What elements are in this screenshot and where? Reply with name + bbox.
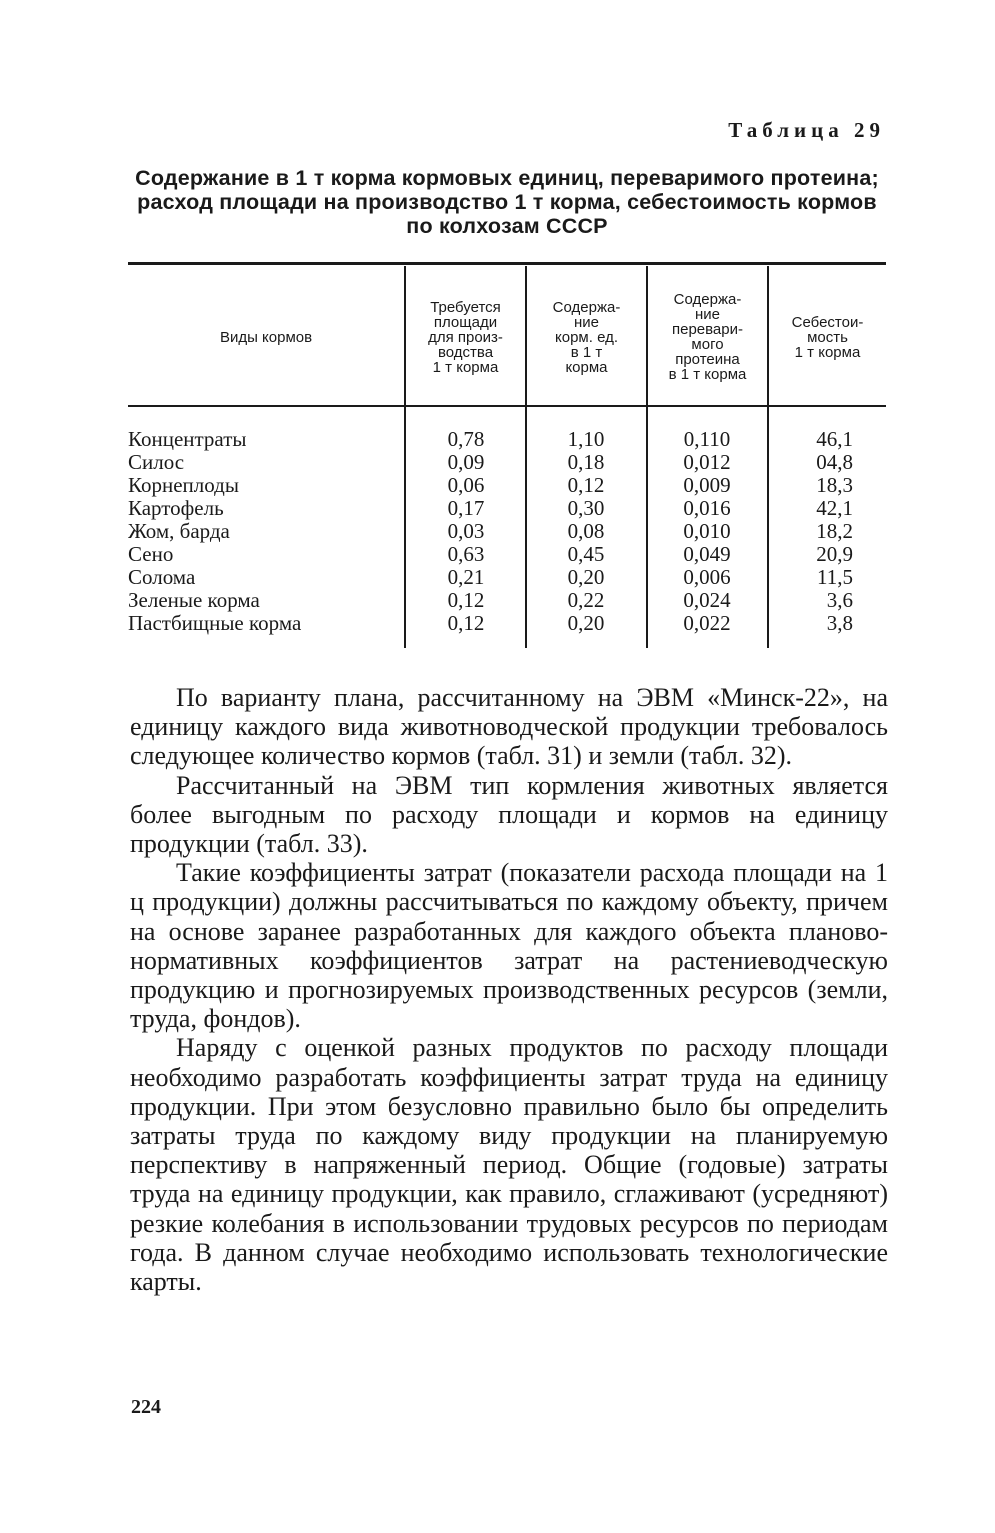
table-row <box>128 612 886 635</box>
cell-feed-type: Корнеплоды <box>128 473 239 497</box>
cell-protein: 0,006 <box>683 565 731 589</box>
caption-line: расход площади на производство 1 т корма, себестоимость кормов <box>137 190 877 214</box>
cell-protein: 0,022 <box>683 611 731 635</box>
paragraph: По варианту плана, рассчитанному на ЭВМ «Минск-22», на единицу каждого вида животноводческой продукции требовалось следующее количество кормов (табл. 31) и земли (табл. 32). <box>130 683 888 771</box>
feed-table <box>128 262 886 652</box>
caption-line: Содержание в 1 т корма кормовых единиц, переваримого протеина; <box>135 166 879 190</box>
table-row <box>128 428 886 451</box>
cell-feed-type: Концентраты <box>128 427 247 451</box>
header-area-required: Требуется площади для произ- водства 1 т корма <box>428 298 503 376</box>
table-row <box>128 566 886 589</box>
caption-line: по колхозам СССР <box>406 214 608 238</box>
cell-feed-units: 0,18 <box>567 450 605 474</box>
cell-protein: 0,110 <box>683 427 731 451</box>
cell-area: 0,12 <box>447 588 485 612</box>
cell-protein: 0,016 <box>683 496 731 520</box>
cell-area: 0,63 <box>447 542 485 566</box>
cell-feed-type: Картофель <box>128 496 224 520</box>
table-row <box>128 589 886 612</box>
cell-feed-units: 0,22 <box>567 588 605 612</box>
paragraph: Такие коэффициенты затрат (показатели расхода площади на 1 ц продукции) должны рассчитываться по каждому объекту, причем на основе заранее разработанных для каждого объекта планово-нормативных коэффициентов затрат на растениеводческую продукцию и прогнозируемых производственных ресурсов (земли, труда, фондов). <box>130 858 888 1034</box>
table-caption <box>128 166 886 238</box>
header-feed-units: Содержа- ние корм. ед. в 1 т корма <box>552 298 621 376</box>
cell-protein: 0,024 <box>683 588 731 612</box>
table-row <box>128 474 886 497</box>
cell-feed-units: 0,08 <box>567 519 605 543</box>
cell-cost: 46,1 <box>816 427 853 451</box>
cell-cost: 3,6 <box>826 588 853 612</box>
table-row <box>128 520 886 543</box>
cell-area: 0,17 <box>447 496 485 520</box>
table-row <box>128 497 886 520</box>
paragraph: Наряду с оценкой разных продуктов по расходу площади необходимо разработать коэффициенты затрат труда на единицу продукции. При этом безусловно правильно было бы определить затраты труда по каждому виду продукции на планируемую перспективу в напряженный период. Общие (годовые) затраты труда на единицу продукции, как правило, сглаживают (усредняют) резкие колебания в использовании трудовых ресурсов по периодам года. В данном случае необходимо использовать технологические карты. <box>130 1033 888 1297</box>
cell-cost: 11,5 <box>817 565 853 589</box>
paragraph: Рассчитанный на ЭВМ тип кормления животных является более выгодным по расходу площади и кормов на единицу продукции (табл. 33). <box>130 770 888 859</box>
cell-protein: 0,049 <box>683 542 731 566</box>
table-label: Таблица 29 <box>728 118 885 142</box>
cell-area: 0,03 <box>447 519 485 543</box>
cell-cost: 18,2 <box>816 519 853 543</box>
cell-area: 0,21 <box>447 565 485 589</box>
header-protein: Содержа- ние перевари- мого протеина в 1 т корма <box>668 291 747 383</box>
cell-protein: 0,009 <box>683 473 731 497</box>
cell-feed-units: 0,20 <box>567 611 605 635</box>
cell-feed-units: 0,30 <box>567 496 605 520</box>
cell-feed-type: Жом, барда <box>128 519 230 543</box>
cell-feed-units: 0,45 <box>567 542 605 566</box>
cell-cost: 42,1 <box>816 496 853 520</box>
cell-feed-units: 1,10 <box>567 427 605 451</box>
header-feed-type: Виды кормов <box>219 328 313 346</box>
cell-protein: 0,012 <box>683 450 731 474</box>
cell-feed-type: Зеленые корма <box>128 588 260 612</box>
cell-feed-units: 0,20 <box>567 565 605 589</box>
body-text <box>130 683 888 1296</box>
cell-area: 0,12 <box>447 611 485 635</box>
cell-feed-type: Пастбищные корма <box>128 611 302 635</box>
cell-area: 0,06 <box>447 473 485 497</box>
table-row <box>128 451 886 474</box>
cell-protein: 0,010 <box>683 519 731 543</box>
cell-feed-type: Солома <box>128 565 196 589</box>
cell-cost: 04,8 <box>816 450 853 474</box>
cell-feed-type: Силос <box>128 450 185 474</box>
page-number: 224 <box>131 1396 161 1418</box>
cell-cost: 3,8 <box>826 611 853 635</box>
cell-area: 0,78 <box>447 427 485 451</box>
cell-cost: 18,3 <box>816 473 853 497</box>
cell-feed-type: Сено <box>128 542 174 566</box>
table-top-rule <box>128 262 886 265</box>
table-header-rule <box>128 405 886 407</box>
table-row <box>128 543 886 566</box>
cell-area: 0,09 <box>447 450 485 474</box>
cell-cost: 20,9 <box>816 542 853 566</box>
cell-feed-units: 0,12 <box>567 473 605 497</box>
header-cost: Себестои- мость 1 т корма <box>791 313 864 361</box>
